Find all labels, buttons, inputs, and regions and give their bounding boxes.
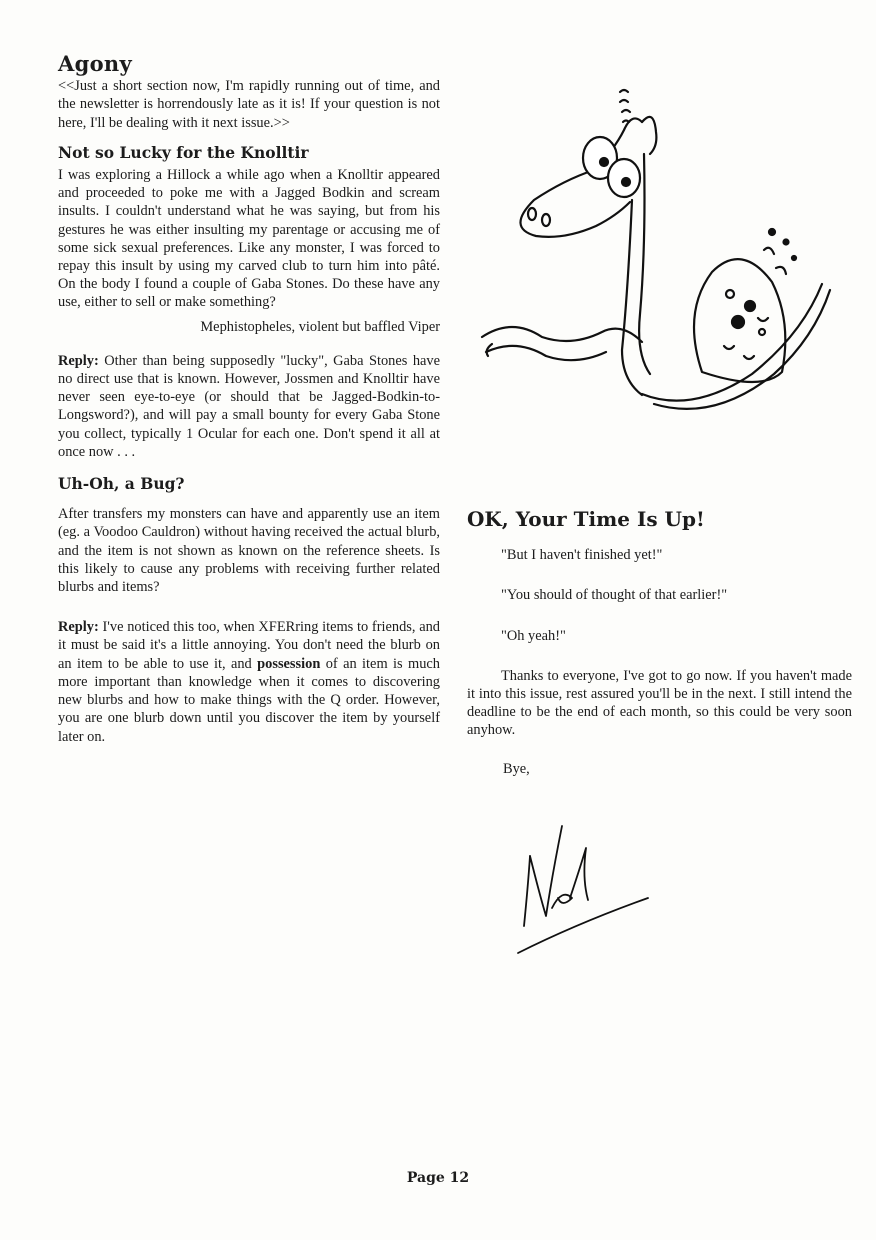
reply-text-b: of an item is much more important than knowledge when it comes to discovering new blurbs and how to make things with the Q order. However, you are one blurb down until you discover the item by yourself later on.	[58, 655, 440, 745]
letter-signature: Mephistopheles, violent but baffled Viper	[200, 318, 440, 335]
bye-text: Bye,	[503, 760, 530, 777]
section-heading-knolltir: Not so Lucky for the Knolltir	[58, 142, 309, 162]
dialogue-line-2: "You should of thought of that earlier!"	[501, 587, 728, 604]
section-heading-bug: Uh-Oh, a Bug?	[58, 474, 185, 494]
reply-knolltir	[58, 352, 440, 461]
agony-title: Agony	[58, 51, 132, 76]
reply-bug	[58, 618, 440, 745]
dialogue-line-1: "But I haven't finished yet!"	[501, 547, 663, 564]
letter-bug: After transfers my monsters can have and apparently use an item (eg. a Voodoo Cauldron) without having received the actual blurb, and the item is not shown as known on the reference sheets. Is this likely to cause any problems with receiving further related blurbs and items?	[58, 506, 440, 596]
right-column	[467, 507, 852, 792]
page-number: Page 12	[406, 1170, 470, 1186]
reply-text: Other than being supposedly "lucky", Gaba Stones have no direct use that is known. However, Jossmen and Knolltir have never seen eye-to-eye (or should that be Jagged-Bodkin-to-Longsword?), and will pay a small bounty for every Gaba Stone you collect, typically 1 Ocular for each one. Don't spend it all at once now . . .	[58, 352, 440, 460]
handwritten-signature	[512, 818, 662, 963]
letter-knolltir: I was exploring a Hillock a while ago when a Knolltir appeared and proceeded to poke me with a Jagged Bodkin and scream insults. I couldn't understand what he was saying, but from his gestures he was either insulting my parentage or accusing me of some sick sexual preferences. Like any monster, I was forced to repay this insult by using my carved club to turn him into pâté. On the body I found a couple of Gaba Stones. Do these have any use, either to sell or make something?	[58, 167, 440, 311]
reply-text-a: I've noticed this too, when XFERring items to friends, and it must be said it's a little annoying. You don't need the blurb on an item to be able to use it, and	[58, 619, 440, 672]
snake-cartoon-illustration	[472, 82, 842, 432]
reply-bold-word: possession	[257, 655, 321, 672]
intro-text: <<Just a short section now, I'm rapidly running out of time, and the newsletter is horrendously late as it is! If your question is not here, I'll be dealing with it next issue.>>	[58, 78, 440, 131]
reply-label: Reply:	[58, 619, 99, 636]
time-up-heading: OK, Your Time Is Up!	[467, 507, 705, 531]
dialogue-line-3: "Oh yeah!"	[501, 627, 566, 644]
left-column	[58, 51, 440, 760]
reply-label: Reply:	[58, 352, 99, 369]
closing-paragraph: Thanks to everyone, I've got to go now. If you haven't made it into this issue, rest assured you'll be in the next. I still intend the deadline to be the end of each month, so this could be very soon anyhow.	[467, 667, 852, 739]
